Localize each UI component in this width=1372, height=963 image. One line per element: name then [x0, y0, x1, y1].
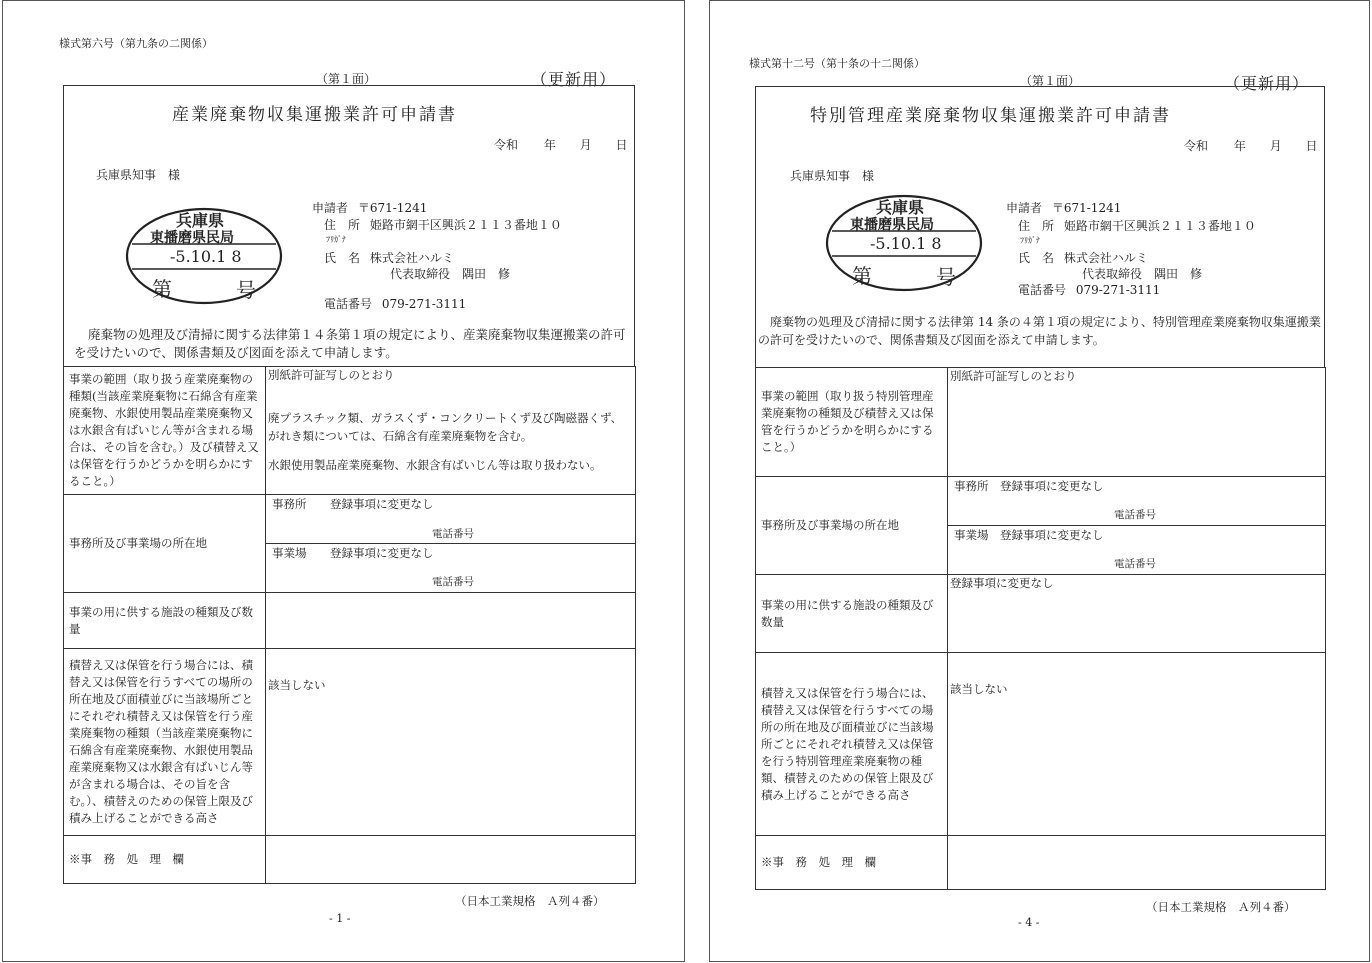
scope-line-1: 別紙許可証写しのとおり	[950, 369, 1077, 383]
applicant-name-line	[1018, 249, 1148, 266]
table-row-storage	[64, 649, 636, 836]
application-page-1	[2, 0, 685, 962]
applicant-postal: 〒671-1241	[1051, 201, 1122, 215]
facility-cell[interactable]	[948, 575, 1326, 653]
table-row-office	[64, 495, 636, 593]
site-phone-label: 電話番号	[432, 576, 474, 588]
paper-size-note: （日本工業規格 Ａ列４番）	[455, 894, 605, 908]
storage-value: 該当しない	[268, 678, 326, 692]
stamp-number-right: 号	[236, 278, 256, 302]
stamp-number-right: 号	[936, 265, 956, 289]
applicant-phone: 079-271-3111	[381, 297, 467, 311]
applicant-representative: 代表取締役 隅田 修	[390, 267, 511, 281]
date-month: 月	[1269, 139, 1282, 153]
form-title: 産業廃棄物収集運搬業許可申請書	[172, 105, 457, 125]
header-frame	[755, 86, 1325, 368]
date-day: 日	[615, 138, 628, 152]
office-label: 事務所及び事業場の所在地	[64, 495, 266, 593]
renewal-label: （更新用）	[1224, 74, 1310, 93]
stamp-date: -5.10.1 8	[170, 247, 242, 266]
office-cell[interactable]	[266, 495, 636, 593]
facility-label: 事業の用に供する施設の種類及び数量	[756, 575, 948, 653]
address-label: 住 所	[324, 218, 361, 232]
table-row-storage	[756, 653, 1326, 836]
site-sub-label: 事業場	[954, 528, 989, 542]
applicant-address: 姫路市網干区興浜２１１３番地１０	[369, 218, 562, 232]
office-value: 登録事項に変更なし	[1000, 479, 1104, 493]
office-sub-label: 事務所	[272, 497, 307, 511]
facility-cell[interactable]	[266, 593, 636, 649]
stamp-office-line2: 東播磨県民局	[850, 217, 934, 233]
application-page-2	[709, 0, 1370, 962]
applicant-phone-line	[1018, 281, 1160, 298]
storage-label: 積替え又は保管を行う場合には、積替え又は保管を行うすべての場所の所在地及び面積並びに当該場所ごとにそれぞれ積替え又は保管を行う特別管理産業廃棄物の種類、積替えのための保管上限及び積み上げることができる高さ	[756, 653, 948, 836]
applicant-address-line	[1018, 217, 1256, 234]
phone-label: 電話番号	[1018, 283, 1067, 297]
address-label: 住 所	[1018, 219, 1055, 233]
office-phone-label: 電話番号	[1114, 509, 1156, 521]
reception-stamp	[124, 206, 284, 310]
office-divider	[948, 525, 1325, 526]
date-line	[494, 136, 628, 153]
date-year: 年	[543, 138, 556, 152]
page-number: - 4 -	[1018, 916, 1040, 929]
date-era: 令和	[494, 138, 519, 152]
site-phone-label: 電話番号	[1114, 558, 1156, 570]
table-row-office-use	[64, 836, 636, 884]
scope-line-2: 廃プラスチック類、ガラスくず・コンクリートくず及び陶磁器くず、がれき類については、石綿含有産業廃棄物を含む。	[268, 411, 623, 443]
office-use-cell	[948, 836, 1326, 890]
applicant-phone-line	[324, 295, 466, 312]
office-use-label: ※事 務 処 理 欄	[64, 836, 266, 884]
form-id: 様式第六号（第九条の二関係）	[59, 37, 213, 50]
office-use-label: ※事 務 処 理 欄	[756, 836, 948, 890]
stamp-number-left: 第	[152, 277, 172, 301]
storage-value: 該当しない	[950, 682, 1008, 696]
table-row-scope	[756, 368, 1326, 477]
applicant-label	[312, 199, 427, 216]
office-value: 登録事項に変更なし	[330, 497, 434, 511]
facility-label: 事業の用に供する施設の種類及び数量	[64, 593, 266, 649]
form-title: 特別管理産業廃棄物収集運搬業許可申請書	[810, 106, 1171, 126]
declaration-text: 廃棄物の処理及び清掃に関する法律第 14 条の４第１項の規定により、特別管理産業廃棄物収集運搬業の許可を受けたいので、関係書類及び図面を添えて申請します。	[758, 315, 1321, 347]
applicant-label	[1006, 199, 1121, 216]
stamp-number-left: 第	[852, 264, 872, 288]
applicant-company: 株式会社ハルミ	[369, 251, 454, 265]
stamp-date: -5.10.1 8	[870, 234, 942, 253]
storage-label: 積替え又は保管を行う場合には、積替え又は保管を行うすべての場所の所在地及び面積並びに当該場所ごとにそれぞれ積替え又は保管を行う産業廃棄物の種類（当該産業廃棄物に石綿含有産業廃棄物、水銀使用製品産業廃棄物又は水銀含有ばいじん等が含まれる場合は、その旨を含む。）、積替えのための保管上限及び積み上げることができる高さ	[64, 649, 266, 836]
table-row-scope	[64, 367, 636, 495]
scope-label: 事業の範囲（取り扱う特別管理産業廃棄物の種類及び積替え又は保管を行うかどうかを明らかにすること。）	[756, 368, 948, 477]
stamp-office-line1: 兵庫県	[876, 198, 925, 217]
sheet-label: （第１面）	[316, 72, 377, 86]
paper-size-note: （日本工業規格 Ａ列４番）	[1146, 900, 1296, 914]
facility-value: 登録事項に変更なし	[950, 576, 1054, 590]
addressee: 兵庫県知事 様	[790, 169, 875, 183]
scope-cell[interactable]	[266, 367, 636, 495]
office-phone-label: 電話番号	[432, 528, 474, 540]
scope-line-3: 水銀使用製品産業廃棄物、水銀含有ばいじん等は取り扱わない。	[268, 458, 602, 472]
date-day: 日	[1305, 139, 1318, 153]
furigana-label: ﾌﾘｶﾞﾅ	[1020, 236, 1040, 245]
reception-stamp	[824, 193, 984, 297]
scope-label: 事業の範囲（取り扱う産業廃棄物の種類(当該産業廃棄物に石綿含有産業廃棄物、水銀使用製品産業廃棄物又は水銀含有ばいじん等が含まれる場合は、その旨を含む。）及び積替え又は保管を行うかどうかを明らかにすること。）	[64, 367, 266, 495]
name-label: 氏 名	[324, 251, 361, 265]
applicant-label-text: 申請者	[312, 201, 349, 215]
applicant-representative: 代表取締役 隅田 修	[1082, 267, 1203, 281]
office-sub-label: 事務所	[954, 479, 989, 493]
site-sub-label: 事業場	[272, 546, 307, 560]
applicant-name-line	[324, 249, 454, 266]
table-row-office-use	[756, 836, 1326, 890]
date-year: 年	[1233, 139, 1246, 153]
phone-label: 電話番号	[324, 297, 373, 311]
applicant-address: 姫路市網干区興浜２１１３番地１０	[1063, 219, 1256, 233]
date-month: 月	[579, 138, 592, 152]
scope-cell[interactable]	[948, 368, 1326, 477]
sheet-label: （第１面）	[1020, 74, 1081, 88]
scope-line-1: 別紙許可証写しのとおり	[268, 368, 395, 382]
date-era: 令和	[1184, 139, 1209, 153]
addressee: 兵庫県知事 様	[96, 168, 181, 182]
stamp-office-line1: 兵庫県	[176, 211, 225, 230]
applicant-address-line	[324, 216, 562, 233]
applicant-company: 株式会社ハルミ	[1063, 251, 1148, 265]
application-details-table	[755, 367, 1326, 890]
applicant-label-text: 申請者	[1006, 201, 1043, 215]
stamp-office-line2: 東播磨県民局	[150, 230, 234, 246]
office-use-cell	[266, 836, 636, 884]
office-label: 事務所及び事業場の所在地	[756, 477, 948, 575]
page-number: - 1 -	[329, 912, 351, 925]
storage-cell[interactable]	[948, 653, 1326, 836]
site-value: 登録事項に変更なし	[1000, 528, 1104, 542]
header-frame	[63, 85, 635, 367]
storage-cell[interactable]	[266, 649, 636, 836]
applicant-phone: 079-271-3111	[1075, 283, 1161, 297]
table-row-office	[756, 477, 1326, 575]
application-details-table	[63, 366, 636, 884]
furigana-label: ﾌﾘｶﾞﾅ	[326, 235, 346, 244]
office-divider	[266, 543, 635, 544]
table-row-facility	[64, 593, 636, 649]
site-value: 登録事項に変更なし	[330, 546, 434, 560]
form-id: 様式第十二号（第十条の十二関係）	[749, 57, 925, 70]
declaration-text: 廃棄物の処理及び清掃に関する法律第１４条第１項の規定により、産業廃棄物収集運搬業の許可を受けたいので、関係書類及び図面を添えて申請します。	[74, 327, 626, 360]
date-line	[1184, 137, 1318, 154]
office-cell[interactable]	[948, 477, 1326, 575]
renewal-label: （更新用）	[531, 70, 617, 89]
name-label: 氏 名	[1018, 251, 1055, 265]
applicant-postal: 〒671-1241	[357, 201, 428, 215]
table-row-facility	[756, 575, 1326, 653]
